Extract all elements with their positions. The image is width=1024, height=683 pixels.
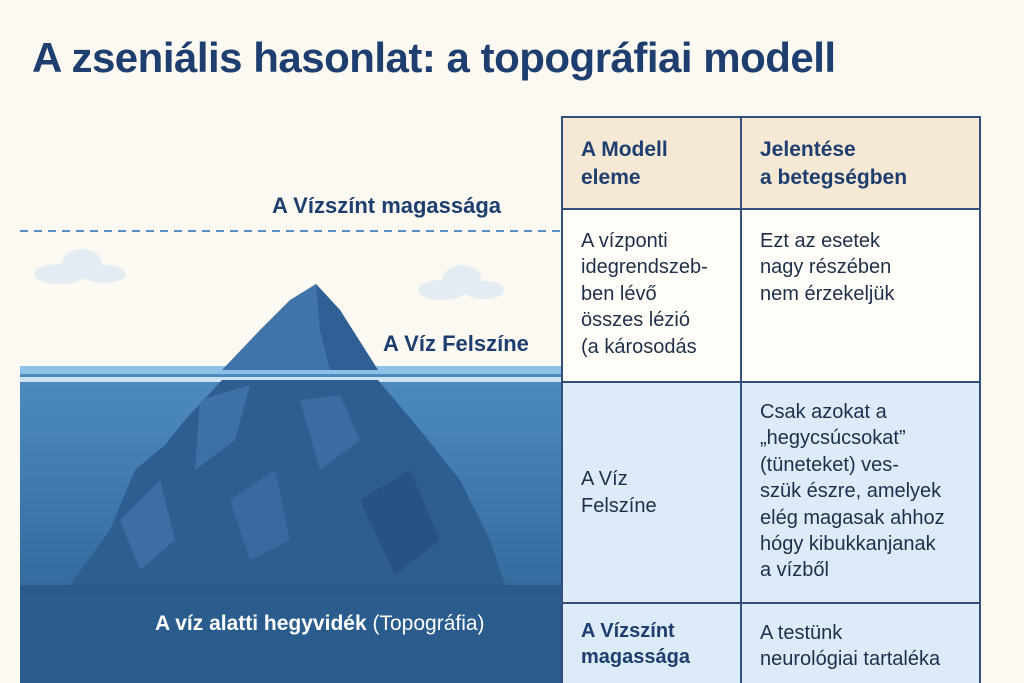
table-cell-meaning: Csak azokat a „hegycsúcsokat” (tüneteket) ves- szük észre, amelyek elég magasak ahhoz hógy kibukkanjanak a vízből: [742, 381, 979, 602]
table-cell-meaning: Ezt az esetek nagy részében nem érzekeljük: [742, 208, 979, 381]
table-cell-element: A vízponti idegrendszeb- ben lévő összes lézió (a károsodás: [563, 208, 742, 381]
cloud-icon: [34, 249, 126, 284]
water-surface-label: A Víz Felszíne: [383, 331, 529, 356]
table-header-meaning: Jelentése a betegségben: [742, 118, 979, 208]
table-cell-element-text: A Víz Felszíne: [581, 468, 657, 517]
table-cell-element: A Vízszínt magassága: [563, 602, 742, 683]
table-cell-meaning: A testünk neurológiai tartaléka: [742, 602, 979, 683]
model-table: [561, 116, 981, 683]
underwater-label-main: A víz alatti hegyvidék: [155, 612, 367, 635]
water-level-label: A Vízszínt magassága: [272, 193, 502, 218]
table-header-element: A Modell eleme: [563, 118, 742, 208]
page-title: A zseniális hasonlat: a topográfiai modell: [32, 34, 836, 81]
cloud-icon: [418, 265, 504, 300]
table-cell-element: [563, 381, 742, 602]
underwater-label: [155, 612, 485, 636]
underwater-label-paren: (Topográfia): [372, 612, 485, 635]
